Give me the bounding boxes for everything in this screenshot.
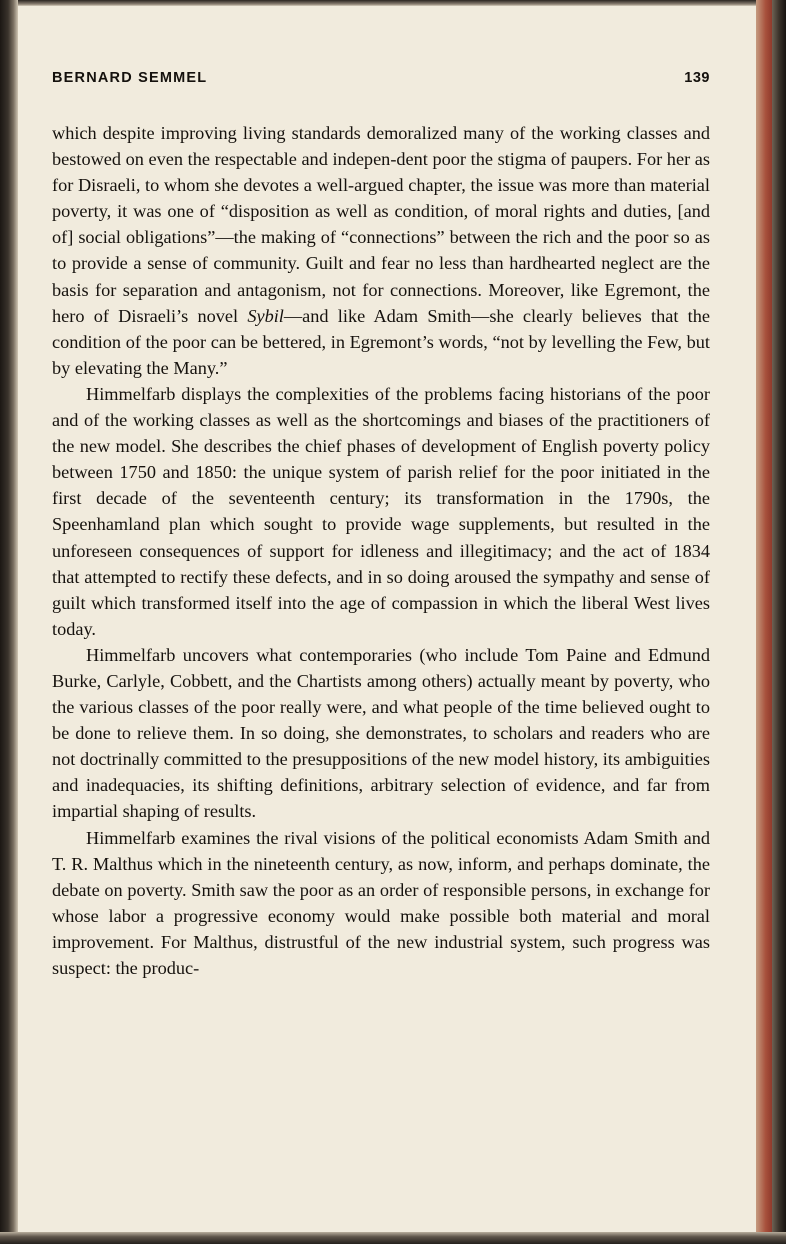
book-title-italic: Sybil [247, 305, 284, 326]
paragraph-text: which despite improving living standards demoralized many of the working classes and bestowed on even the respectable and indepen-dent poor the stigma of paupers. For her as for Disraeli, to whom she devotes a well-argued chapter, the issue was more than material poverty, it was one of “disposition as well as condition, of moral rights and duties, [and of] social obligations”—the making of “connections” between the rich and the poor so as to provide a sense of community. Guilt and fear no less than hardhearted neglect are the basis for separation and antagonism, not for connections. Moreover, like Egremont, the hero of Disraeli’s novel [52, 123, 710, 326]
paragraph [52, 120, 710, 381]
running-head-author: BERNARD SEMMEL [52, 70, 208, 86]
paper-sheet [18, 6, 756, 1232]
page-content [32, 6, 748, 1232]
paragraph [52, 642, 710, 825]
page-left-edge-shadow [0, 0, 18, 1244]
paragraph-text-cont: —and like Adam Smith—she clearly believes that the condition of the poor can be bettered, in Egremont’s words, “not by levelling the Few, but by elevating the Many.” [52, 305, 710, 378]
page-bottom-edge-shadow [0, 1232, 786, 1244]
paragraph-text: Himmelfarb uncovers what contemporaries (who include Tom Paine and Edmund Burke, Carlyle, Cobbett, and the Chartists among others) actually meant by poverty, who the various classes of the poor really were, and what people of the time believed ought to be done to relieve them. In so doing, she demonstrates, to scholars and readers who are not doctrinally committed to the presuppositions of the new model history, its ambiguities and inadequacies, its shifting definitions, arbitrary selection of evidence, and far from impartial shaping of results. [52, 644, 710, 822]
paragraph-text: Himmelfarb displays the complexities of the problems facing historians of the poor and of the working classes as well as the shortcomings and biases of the practitioners of the new model. She describes the chief phases of development of English poverty policy between 1750 and 1850: the unique system of parish relief for the poor initiated in the first decade of the seventeenth century; its transformation in the 1790s, the Speenhamland plan which sought to provide wage supplements, but resulted in the unforeseen consequences of support for idleness and illegitimacy; and the act of 1834 that attempted to rectify these defects, and in so doing aroused the sympathy and sense of guilt which transformed itself into the age of compassion in which the liberal West lives today. [52, 383, 710, 639]
page-number: 139 [684, 70, 710, 86]
body-text [52, 120, 710, 981]
paragraph-text: Himmelfarb examines the rival visions of the political economists Adam Smith and T. R. Malthus which in the nineteenth century, as now, inform, and perhaps dominate, the debate on poverty. Smith saw the poor as an order of responsible persons, in exchange for whose labor a progressive economy would make possible both material and moral improvement. For Malthus, distrustful of the new industrial system, such progress was suspect: the produc- [52, 827, 710, 978]
paragraph [52, 381, 710, 642]
page-right-edge-red-binding [756, 0, 772, 1244]
paragraph [52, 825, 710, 982]
page-right-edge-shadow [772, 0, 786, 1244]
running-head [52, 70, 710, 86]
